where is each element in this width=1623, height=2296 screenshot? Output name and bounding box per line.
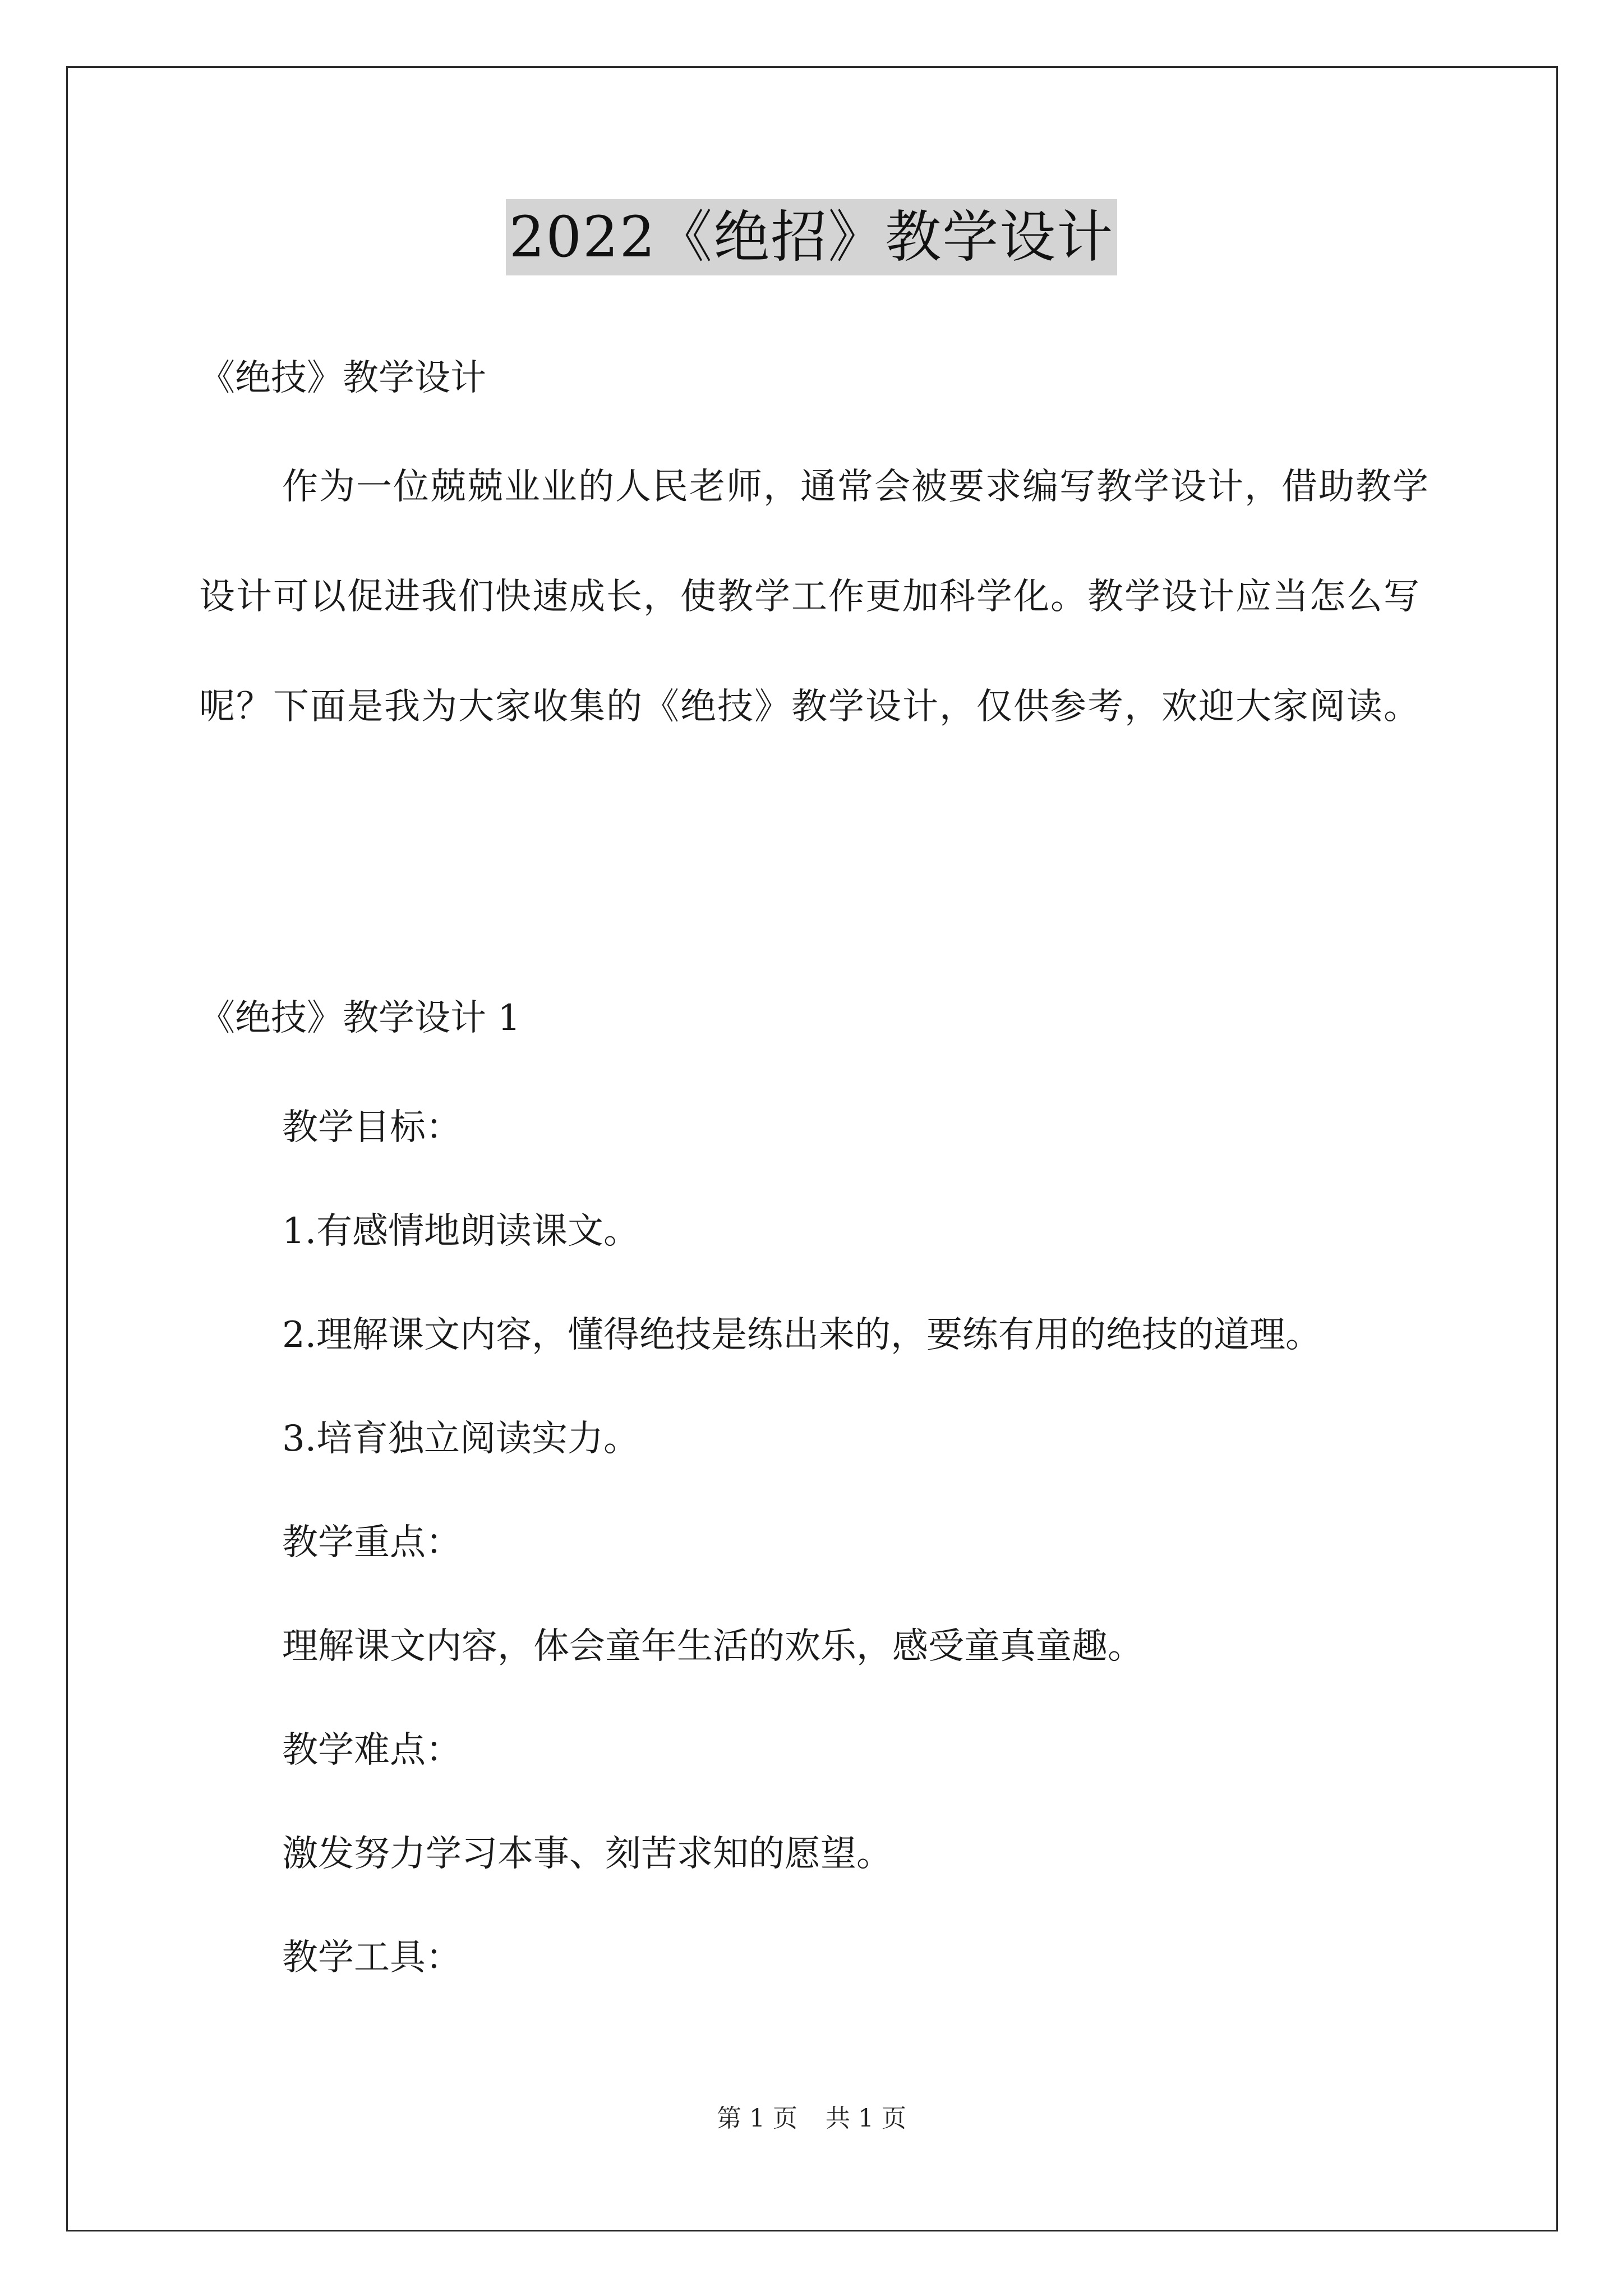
label-key-points: 教学重点： [282,1522,462,1563]
label-difficulties: 教学难点： [282,1729,462,1771]
label-teaching-goals: 教学目标： [282,1107,462,1148]
label-teaching-tools: 教学工具： [282,1937,462,1978]
goal-item-1: 1.有感情地朗读课文。 [282,1211,640,1252]
key-points-text: 理解课文内容，体会童年生活的欢乐，感受童真童趣。 [282,1626,1144,1667]
page-number-current: 第 1 页 [717,2104,797,2133]
subtitle: 《绝技》教学设计 [199,357,486,399]
title-container [0,199,1623,275]
intro-paragraph: 作为一位兢兢业业的人民老师，通常会被要求编写教学设计，借助教学设计可以促进我们快速成长，使教学工作更加科学化。教学设计应当怎么写呢？下面是我为大家收集的《绝技》教学设计，仅供参考，欢迎大家阅读。 [199,466,1430,728]
page-number-total: 共 1 页 [826,2104,906,2133]
goal-item-3: 3.培育独立阅读实力。 [282,1418,640,1460]
section-heading: 《绝技》教学设计 1 [199,997,521,1039]
difficulties-text: 激发努力学习本事、刻苦求知的愿望。 [282,1833,892,1875]
document-title: 2022《绝招》教学设计 [506,199,1118,275]
page-footer [0,2098,1623,2134]
goal-item-2: 2.理解课文内容，懂得绝技是练出来的，要练有用的绝技的道理。 [282,1314,1322,1356]
